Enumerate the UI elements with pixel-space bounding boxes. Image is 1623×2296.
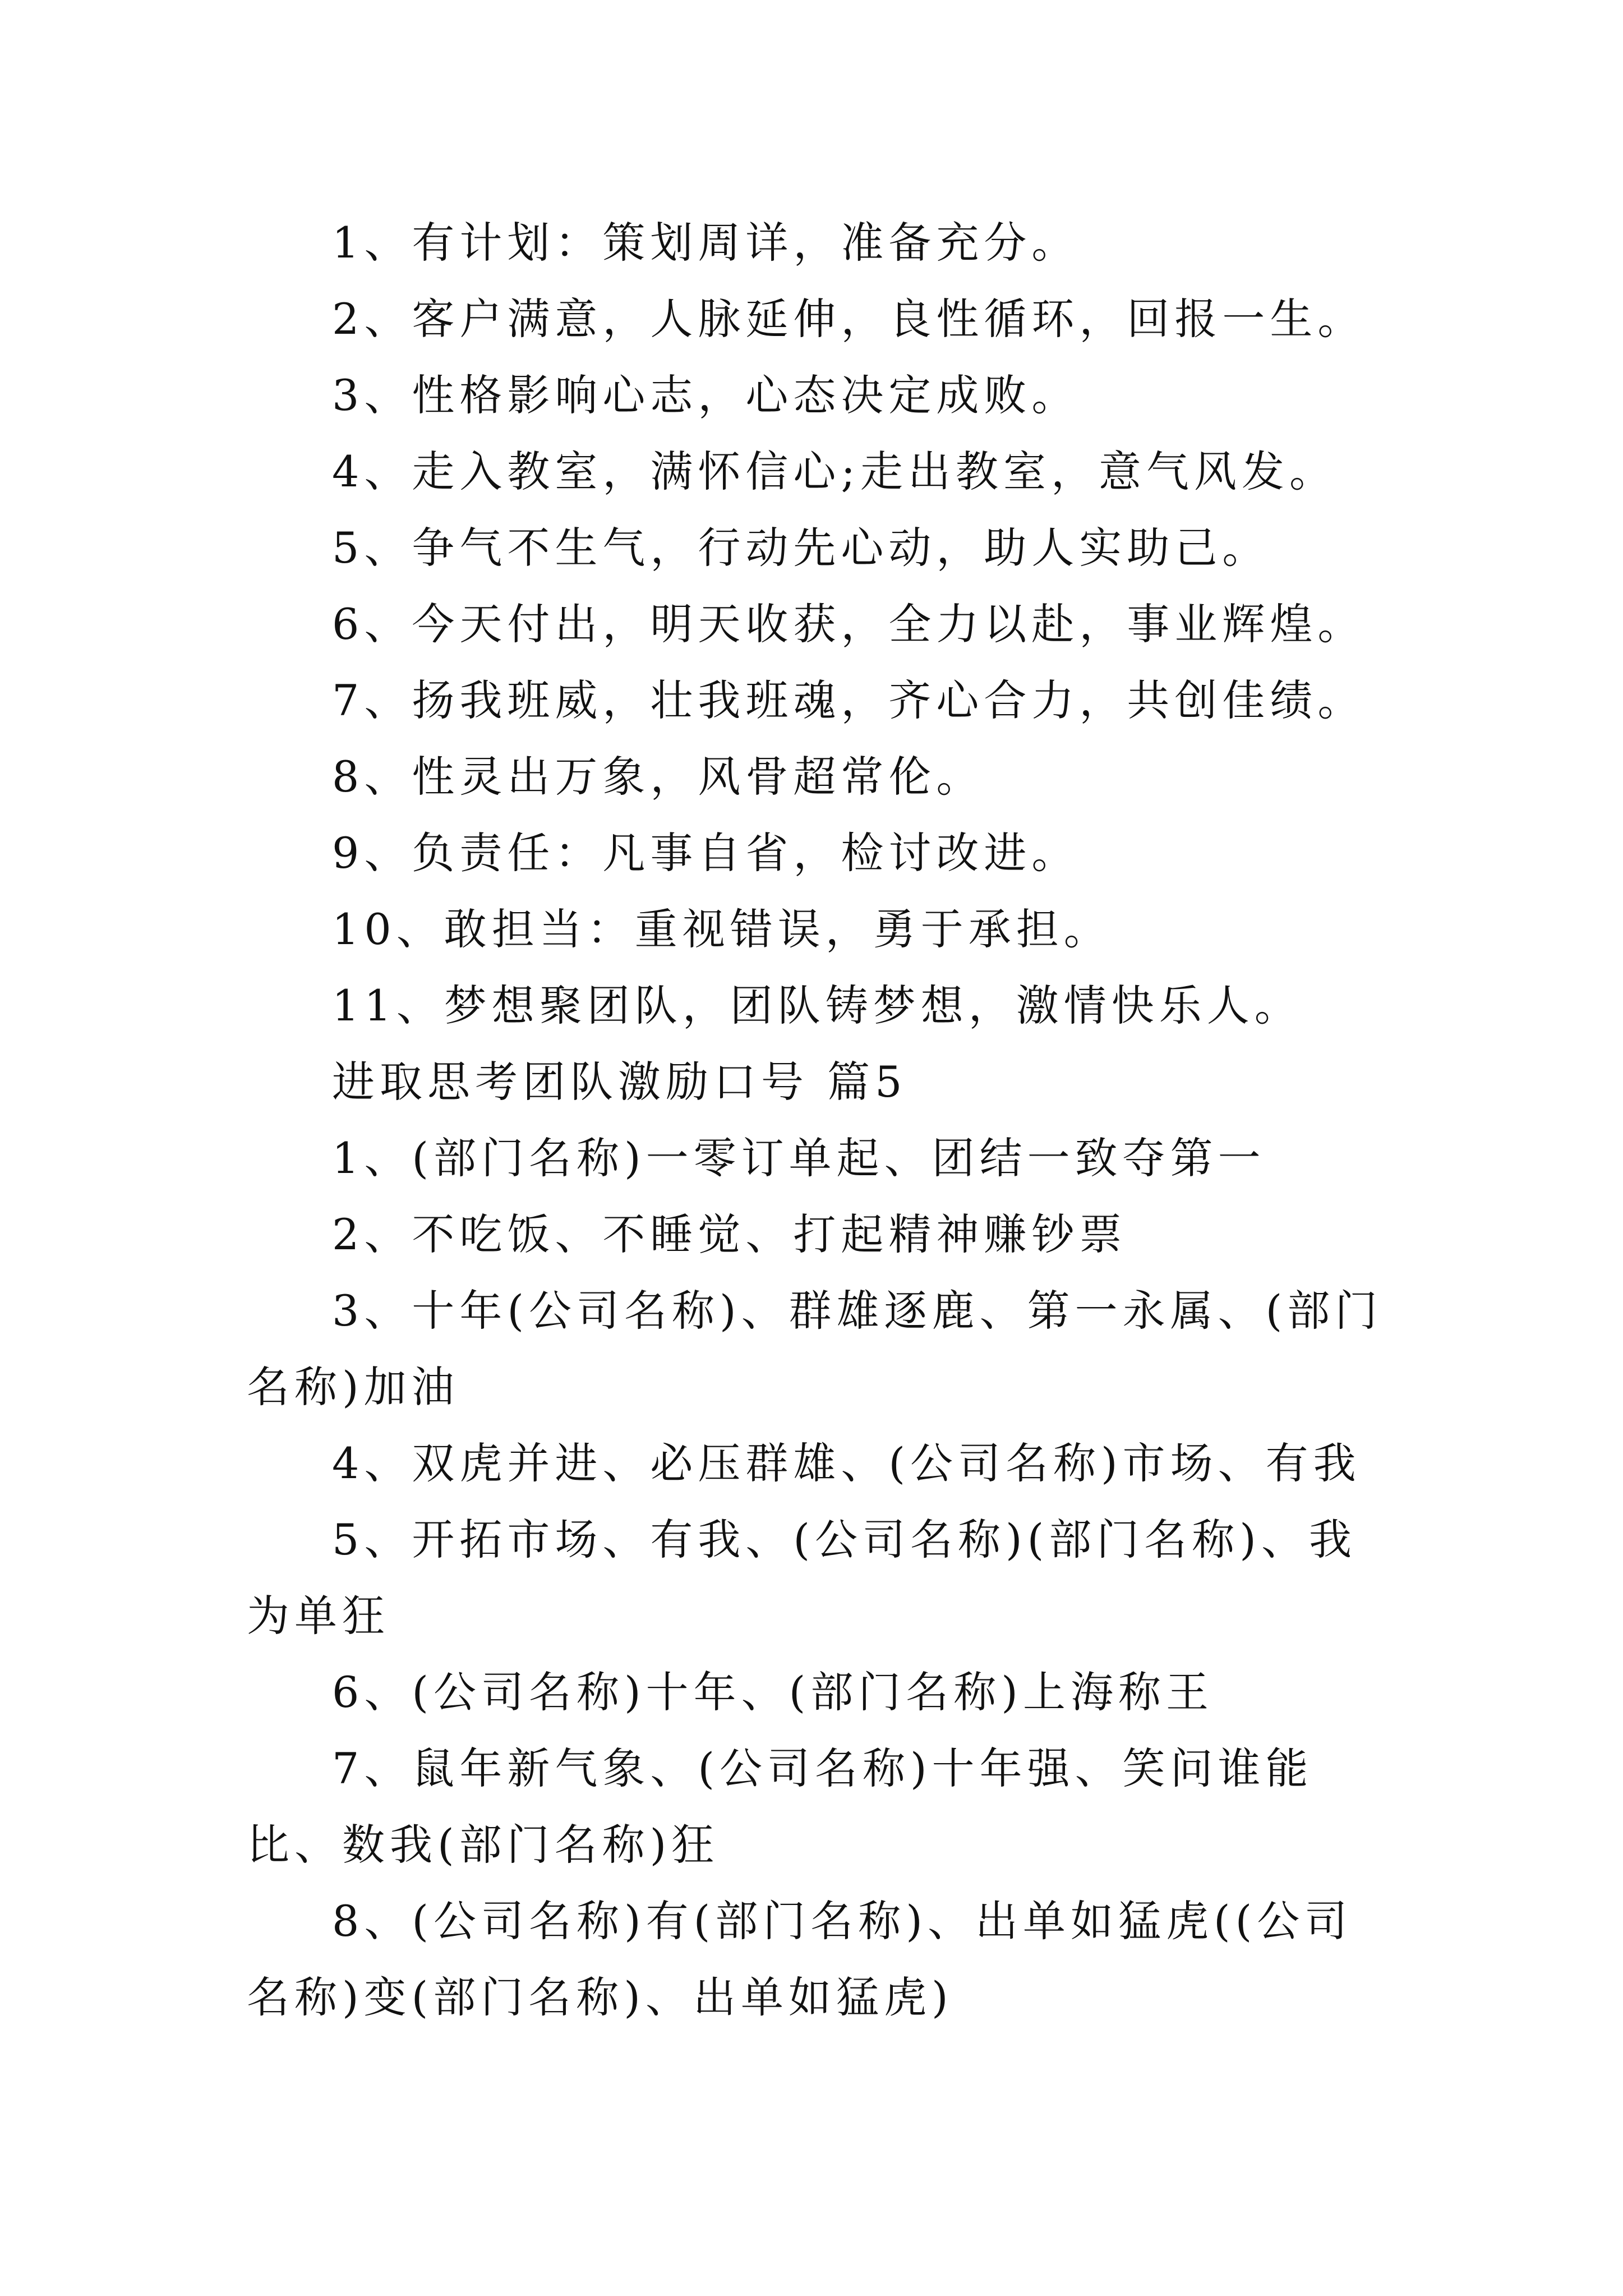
paragraph: 8、(公司名称)有(部门名称)、出单如猛虎((公司名称)变(部门名称)、出单如猛虎)	[247, 1896, 1353, 2022]
paragraph: 6、今天付出，明天收获，全力以赴，事业辉煌。	[332, 599, 1366, 649]
paragraph: 10、敢担当：重视错误，勇于承担。	[332, 904, 1112, 954]
paragraph: 3、性格影响心志，心态决定成败。	[332, 370, 1080, 420]
paragraph: 1、(部门名称)一零订单起、团结一致夺第一	[332, 1133, 1266, 1183]
paragraph: 6、(公司名称)十年、(部门名称)上海称王	[332, 1667, 1214, 1717]
paragraph: 2、不吃饭、不睡觉、打起精神赚钞票	[332, 1209, 1127, 1259]
paragraph: 2、客户满意，人脉延伸，良性循环，回报一生。	[332, 294, 1366, 344]
paragraph: 3、十年(公司名称)、群雄逐鹿、第一永属、(部门名称)加油	[247, 1286, 1383, 1412]
paragraph: 5、开拓市场、有我、(公司名称)(部门名称)、我为单狂	[247, 1515, 1357, 1641]
paragraph: 5、争气不生气，行动先心动，助人实助己。	[332, 523, 1270, 573]
paragraph: 4、走入教室，满怀信心;走出教室，意气风发。	[332, 447, 1337, 496]
paragraph: 7、扬我班威，壮我班魂，齐心合力，共创佳绩。	[332, 675, 1366, 725]
section-heading: 进取思考团队激励口号 篇5	[332, 1057, 907, 1107]
paragraph: 8、性灵出万象，风骨超常伦。	[332, 752, 984, 802]
document-body	[247, 205, 1391, 2036]
paragraph: 11、梦想聚团队，团队铸梦想，激情快乐人。	[332, 981, 1302, 1030]
paragraph: 7、鼠年新气象、(公司名称)十年强、笑问谁能比、数我(部门名称)狂	[247, 1743, 1313, 1870]
paragraph: 9、负责任：凡事自省，检讨改进。	[332, 828, 1080, 878]
paragraph: 1、有计划：策划周详，准备充分。	[332, 218, 1080, 268]
paragraph: 4、双虎并进、必压群雄、(公司名称)市场、有我	[332, 1438, 1361, 1488]
